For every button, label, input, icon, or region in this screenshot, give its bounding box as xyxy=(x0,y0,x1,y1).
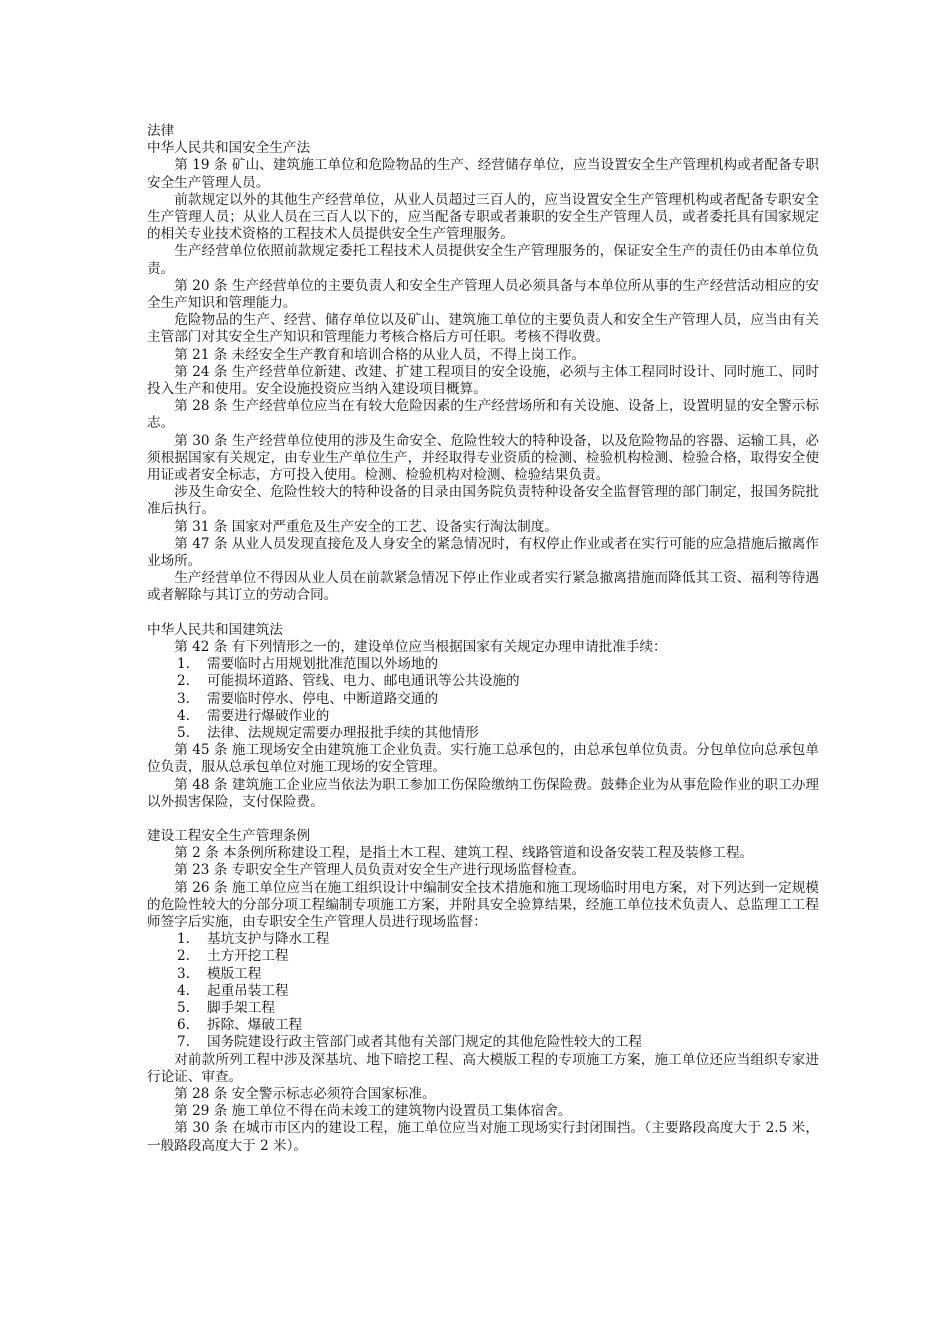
paragraph: 第 30 条 在城市市区内的建设工程，施工单位应当对施工现场实行封闭围挡。（主要路段高度大于 2.5 米，一般路段高度大于 2 米）。 xyxy=(147,1120,819,1154)
list-number: 3. xyxy=(177,690,190,707)
list-number: 3. xyxy=(177,965,190,982)
list-text: 可能损坏道路、管线、电力、邮电通讯等公共设施的 xyxy=(207,673,520,690)
document-heading: 法律 xyxy=(147,123,175,139)
list-number: 2. xyxy=(177,673,190,690)
list-number: 5. xyxy=(177,724,190,741)
paragraph: 第 21 条 未经安全生产教育和培训合格的从业人员，不得上岗工作。 xyxy=(174,346,586,363)
paragraph: 前款规定以外的其他生产经营单位，从业人员超过三百人的，应当设置安全生产管理机构或者配备专职安全生产管理人员；从业人员在三百人以下的，应当配备专职或者兼职的安全生产管理人员，或者委托具有国家规定的相关专业技术资格的工程技术人员提供安全生产管理服务。 xyxy=(147,191,819,243)
list-number: 7. xyxy=(177,1034,190,1051)
list-text: 拆除、爆破工程 xyxy=(207,1017,303,1034)
list-item xyxy=(147,691,819,708)
list-item xyxy=(147,1017,819,1034)
paragraph: 第 31 条 国家对严重危及生产安全的工艺、设备实行淘汰制度。 xyxy=(174,518,558,535)
paragraph: 第 29 条 施工单位不得在尚未竣工的建筑物内设置员工集体宿舍。 xyxy=(174,1103,572,1120)
list-text: 国务院建设行政主管部门或者其他有关部门规定的其他危险性较大的工程 xyxy=(207,1034,642,1051)
paragraph: 第 19 条 矿山、建筑施工单位和危险物品的生产、经营储存单位，应当设置安全生产管理机构或者配备专职安全生产管理人员。 xyxy=(147,157,819,191)
paragraph: 第 2 条 本条例所称建设工程，是指土木工程、建筑工程、线路管道和设备安装工程及装修工程。 xyxy=(174,845,754,862)
section-title-regulations: 建设工程安全生产管理条例 xyxy=(147,827,311,844)
section-title-construction-law: 中华人民共和国建筑法 xyxy=(147,621,283,638)
list-item xyxy=(147,1000,819,1017)
list-text: 土方开挖工程 xyxy=(207,948,289,965)
section-spacer xyxy=(147,605,819,622)
list-text: 需要临时停水、停电、中断道路交通的 xyxy=(207,690,439,707)
paragraph: 生产经营单位依照前款规定委托工程技术人员提供安全生产管理服务的，保证安全生产的责任仍由本单位负责。 xyxy=(147,243,819,277)
paragraph: 危险物品的生产、经营、储存单位以及矿山、建筑施工单位的主要负责人和安全生产管理人员，应当由有关主管部门对其安全生产知识和管理能力考核合格后方可任职。考核不得收费。 xyxy=(147,312,819,346)
list-text: 脚手架工程 xyxy=(207,999,275,1016)
list-text: 起重吊装工程 xyxy=(207,982,289,999)
list-item xyxy=(147,966,819,983)
paragraph: 第 30 条 生产经营单位使用的涉及生命安全、危险性较大的特种设备，以及危险物品的容器、运输工具，必须根据国家有关规定，由专业生产单位生产，并经取得专业资质的检测、检验机构检测、检验合格，取得安全使用证或者安全标志，方可投入使用。检测、检验机构对检测、检验结果负责。 xyxy=(147,432,819,484)
list-item xyxy=(147,673,819,690)
list-text: 法律、法规规定需要办理报批手续的其他情形 xyxy=(207,724,479,741)
list-item xyxy=(147,725,819,742)
list-item xyxy=(147,1034,819,1051)
list-item xyxy=(147,983,819,1000)
document-page xyxy=(147,123,819,1155)
paragraph: 第 42 条 有下列情形之一的，建设单位应当根据国家有关规定办理申请批准手续： xyxy=(174,638,667,655)
section-spacer xyxy=(147,811,819,828)
list-text: 需要临时占用规划批准范围以外场地的 xyxy=(207,656,439,673)
paragraph: 生产经营单位不得因从业人员在前款紧急情况下停止作业或者实行紧急撤离措施而降低其工资、福利等待遇或者解除与其订立的劳动合同。 xyxy=(147,570,819,604)
paragraph: 第 24 条 生产经营单位新建、改建、扩建工程项目的安全设施，必须与主体工程同时设计、同时施工、同时投入生产和使用。安全设施投资应当纳入建设项目概算。 xyxy=(147,363,819,398)
paragraph: 第 28 条 生产经营单位应当在有较大危险因素的生产经营场所和有关设施、设备上，设置明显的安全警示标志。 xyxy=(147,398,819,432)
paragraph: 第 20 条 生产经营单位的主要负责人和安全生产管理人员必须具备与本单位所从事的生产经营活动相应的安全生产知识和管理能力。 xyxy=(147,277,819,312)
paragraph: 第 47 条 从业人员发现直接危及人身安全的紧急情况时，有权停止作业或者在实行可能的应急措施后撤离作业场所。 xyxy=(147,535,819,570)
list-number: 4. xyxy=(177,982,190,999)
paragraph: 第 48 条 建筑施工企业应当依法为职工参加工伤保险缴纳工伤保险费。鼓彝企业为从事危险作业的职工办理以外损害保险，支付保险费。 xyxy=(147,776,819,810)
paragraph: 第 26 条 施工单位应当在施工组织设计中编制安全技术措施和施工现场临时用电方案，对下列达到一定规模的危险性较大的分部分项工程编制专项施工方案，并附具安全验算结果，经施工单位技术负责人、总监理工工程师签字后实施，由专职安全生产管理人员进行现场监督： xyxy=(147,879,819,930)
paragraph: 对前款所列工程中涉及深基坑、地下暗挖工程、高大模版工程的专项施工方案，施工单位还应当组织专家进行论证、审查。 xyxy=(147,1051,819,1085)
list-text: 需要进行爆破作业的 xyxy=(207,707,330,724)
list-item xyxy=(147,948,819,965)
list-number: 2. xyxy=(177,948,190,965)
list-number: 5. xyxy=(177,999,190,1016)
list-number: 6. xyxy=(177,1017,190,1034)
section-title-safety-law: 中华人民共和国安全生产法 xyxy=(147,140,311,157)
list-text: 基坑支护与降水工程 xyxy=(207,931,330,948)
list-number: 4. xyxy=(177,707,190,724)
list-number: 1. xyxy=(177,656,190,673)
paragraph: 第 45 条 施工现场安全由建筑施工企业负责。实行施工总承包的，由总承包单位负责。分包单位向总承包单位负责，服从总承包单位对施工现场的安全管理。 xyxy=(147,742,819,776)
list-item xyxy=(147,931,819,948)
list-number: 1. xyxy=(177,931,190,948)
list-item xyxy=(147,656,819,673)
paragraph: 第 28 条 安全警示标志必须符合国家标准。 xyxy=(174,1085,436,1102)
list-text: 模版工程 xyxy=(207,965,262,982)
paragraph: 涉及生命安全、危险性较大的特种设备的目录由国务院负责特种设备安全监督管理的部门制定，报国务院批准后执行。 xyxy=(147,484,819,518)
list-item xyxy=(147,708,819,725)
paragraph: 第 23 条 专职安全生产管理人员负责对安全生产进行现场监督检查。 xyxy=(174,862,586,879)
